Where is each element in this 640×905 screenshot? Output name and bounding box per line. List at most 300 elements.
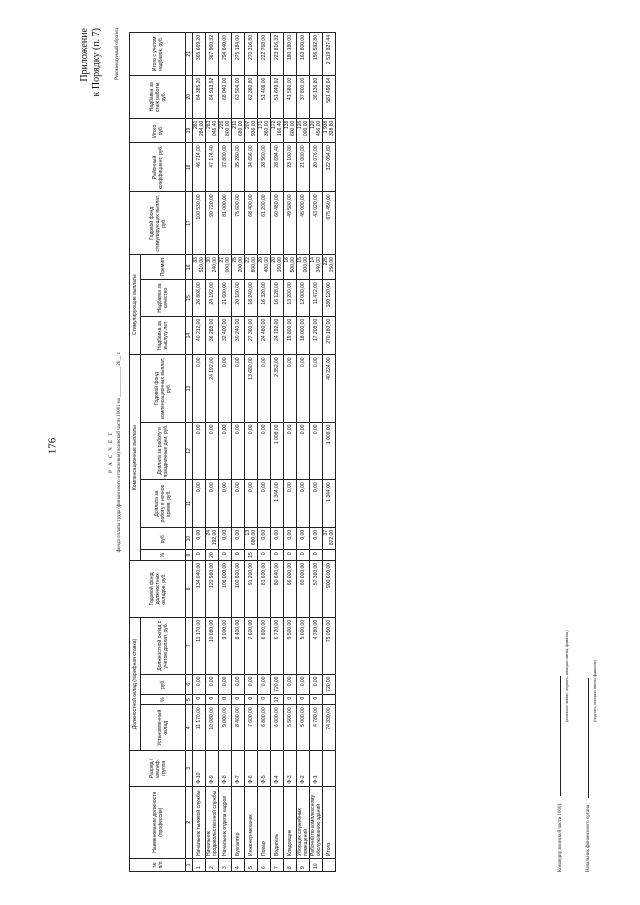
table-cell: 13 200,00: [284, 280, 297, 316]
table-cell: 0,00: [219, 480, 232, 528]
table-cell: 0,00: [219, 527, 232, 549]
table-cell: 223 816,32: [271, 33, 284, 76]
table-cell: Начальник продовольственной службы: [206, 786, 219, 858]
col-group-compensation: Компенсационные выплаты: [130, 355, 141, 560]
table-cell: 2 519 827,44: [323, 33, 336, 76]
table-cell: 49 500,00: [284, 192, 297, 255]
table-cell: 18 000,00: [297, 316, 310, 355]
table-cell: 16 128,00: [271, 280, 284, 316]
table-cell: 23 100,00: [284, 143, 297, 192]
table-cell: 172 166,40: [271, 118, 284, 143]
table-cell: 0: [297, 550, 310, 561]
table-total-row: [323, 33, 336, 872]
table-cell: 367 960,32: [206, 33, 219, 76]
table-cell: 0,00: [232, 355, 245, 422]
table-cell: 0,00: [245, 480, 258, 528]
table-cell: 222 768,00: [258, 33, 271, 76]
finance-label: Начальник финансового органа: [586, 804, 591, 872]
table-cell: 0: [245, 694, 258, 705]
table-cell: 12: [271, 694, 284, 705]
table-cell: 63 504,00: [232, 75, 245, 118]
table-cell: 51 408,00: [258, 75, 271, 118]
table-cell: 270 316,80: [245, 33, 258, 76]
column-number: 20: [186, 75, 193, 118]
table-cell: Рабочий по комплексному обслуживанию зданий: [310, 786, 323, 858]
table-cell: 0,00: [258, 422, 271, 480]
table-row: [206, 33, 219, 872]
table-cell: 720,00: [323, 674, 336, 694]
table-cell: 0,00: [284, 355, 297, 422]
table-row: [193, 33, 206, 872]
table-cell: 0,00: [193, 674, 206, 694]
table-cell: 0,00: [284, 527, 297, 549]
table-row: [297, 33, 310, 872]
table-cell: 30 240,00: [206, 255, 219, 280]
table-cell: 6 720,00: [271, 617, 284, 674]
table-cell: 156 592,80: [310, 33, 323, 76]
signature-block: [555, 630, 611, 872]
column-number: 14: [186, 316, 193, 355]
table-cell: 10: [310, 858, 323, 871]
table-cell: 3: [219, 858, 232, 871]
table-cell: 134 040,00: [193, 560, 206, 617]
table-cell: 0,00: [219, 355, 232, 422]
col-header-salary-with-extras: Должностной оклад с учетом доплат, руб.: [141, 617, 186, 674]
table-cell: 0,00: [193, 422, 206, 480]
table-cell: [323, 550, 336, 561]
table-cell: 0,00: [297, 527, 310, 549]
table-row: [258, 33, 271, 872]
table-cell: 7: [271, 858, 284, 871]
column-number: 9: [186, 550, 193, 561]
table-cell: 81 000,00: [219, 192, 232, 255]
table-cell: Ф-7: [232, 751, 245, 786]
column-number: 11: [186, 480, 193, 528]
column-number: 8: [186, 560, 193, 617]
commander-label: Командир воинской части 10001: [558, 802, 563, 872]
table-cell: 9: [297, 858, 310, 871]
table-cell: 11 472,00: [310, 280, 323, 316]
table-cell: 900 600,00: [323, 560, 336, 617]
table-cell: 17 208,00: [310, 316, 323, 355]
table-cell: Бухгалтер: [232, 786, 245, 858]
table-row: [271, 33, 284, 872]
col-header-bonus: Премия: [141, 255, 186, 280]
table-cell: 0,00: [232, 527, 245, 549]
table-cell: 21 600,00: [219, 280, 232, 316]
table-cell: 84 913,92: [206, 75, 219, 118]
table-cell: 75 600,00: [232, 192, 245, 255]
table-cell: 5 000,00: [297, 705, 310, 751]
table-cell: 0,00: [258, 527, 271, 549]
table-cell: 11 170,00: [193, 617, 206, 674]
table-cell: 0: [310, 694, 323, 705]
table-cell: 36 288,00: [206, 316, 219, 355]
table-cell: 43 020,00: [310, 192, 323, 255]
table-cell: 6 000,00: [271, 705, 284, 751]
table-cell: 74 330,00: [323, 705, 336, 751]
col-header-work-conditions-rub: руб.: [141, 674, 186, 694]
table-cell: Ф-3: [284, 751, 297, 786]
table-cell: 0,00: [310, 355, 323, 422]
table-cell: Уборщик служебных помещений: [297, 786, 310, 858]
table-cell: 211 680,00: [232, 118, 245, 143]
column-number: 16: [186, 255, 193, 280]
table-cell: 34 656,00: [245, 143, 258, 192]
table-cell: 20 160,00: [271, 255, 284, 280]
table-cell: 0,00: [206, 480, 219, 528]
document-title: Р А С Ч Е Т: [109, 431, 114, 473]
table-cell: 1 938 328,80: [323, 118, 336, 143]
col-header-position: Наименование должности (профессии): [130, 786, 186, 858]
col-header-incentive-fund: Годовой фонд стимулирующих выплат, руб.: [130, 192, 186, 255]
table-cell: 5 000,00: [297, 617, 310, 674]
table-row: [245, 33, 258, 872]
table-cell: 30 240,00: [232, 316, 245, 355]
col-header-total: Итого, руб.: [130, 118, 186, 143]
table-cell: Ф-5: [258, 751, 271, 786]
table-cell: 138 600,00: [284, 118, 297, 143]
table-cell: 20: [206, 550, 219, 561]
table-cell: 322 054,80: [323, 143, 336, 192]
column-number: 18: [186, 143, 193, 192]
table-cell: 0: [193, 694, 206, 705]
table-cell: 365 669,20: [193, 33, 206, 76]
table-cell: 1 344,00: [271, 480, 284, 528]
table-cell: 9 000,00: [219, 617, 232, 674]
table-cell: 28 694,40: [271, 143, 284, 192]
column-number: 7: [186, 617, 193, 674]
table-cell: 57 360,00: [310, 560, 323, 617]
table-cell: 24 192,00: [271, 316, 284, 355]
table-cell: Итого: [323, 786, 336, 858]
table-cell: Водитель: [271, 786, 284, 858]
col-header-holiday-work: Доплата за работу в праздничные дни, руб.: [141, 422, 186, 480]
table-cell: 20 400,00: [258, 255, 271, 280]
table-cell: 171 360,00: [258, 118, 271, 143]
table-cell: 68 040,00: [219, 75, 232, 118]
table-cell: 0,00: [310, 527, 323, 549]
table-cell: 581 498,64: [323, 75, 336, 118]
table-cell: 275 184,00: [232, 33, 245, 76]
col-header-no: № п/п: [130, 858, 186, 871]
table-cell: 0,00: [232, 422, 245, 480]
table-cell: 1 008,00: [271, 422, 284, 480]
table-cell: 0: [219, 550, 232, 561]
col-header-base-salary: Установленный оклад: [141, 705, 186, 751]
table-cell: 41 580,00: [284, 75, 297, 118]
table-cell: 26 808,00: [193, 280, 206, 316]
appendix-line-1: Приложение: [79, 28, 90, 82]
page-number: 176: [46, 437, 59, 455]
col-header-hazard-rub: руб.: [141, 527, 186, 549]
table-cell: 0,00: [232, 480, 245, 528]
table-cell: 27 000,00: [219, 255, 232, 280]
table-cell: 35 280,00: [232, 143, 245, 192]
table-cell: 270 180,00: [323, 316, 336, 355]
column-number: 5: [186, 694, 193, 705]
column-number: 21: [186, 33, 193, 76]
table-cell: 225 150,00: [323, 255, 336, 280]
table-cell: 0,00: [193, 355, 206, 422]
table-cell: 24 192,00: [206, 527, 219, 549]
table-cell: 0: [284, 694, 297, 705]
table-cell: Ф-1: [310, 751, 323, 786]
table-cell: 4 780,00: [310, 705, 323, 751]
table-cell: 283 046,40: [206, 118, 219, 143]
table-cell: 27 360,00: [245, 316, 258, 355]
table-cell: Ф-2: [297, 751, 310, 786]
table-cell: 36 136,80: [310, 75, 323, 118]
table-cell: 51 649,92: [271, 75, 284, 118]
table-cell: 163 800,00: [297, 33, 310, 76]
column-number: 6: [186, 674, 193, 694]
col-header-length-of-service: Надбавка за выслугу лет: [141, 316, 186, 355]
table-cell: Начальник тыловой службы: [193, 786, 206, 858]
table-cell: 1 344,00: [323, 480, 336, 528]
table-cell: 37 800,00: [219, 143, 232, 192]
table-cell: Кладовщик: [284, 786, 297, 858]
table-cell: Ф-9: [206, 751, 219, 786]
table-cell: 0,00: [193, 527, 206, 549]
table-cell: 40 224,00: [323, 355, 336, 422]
table-cell: 0: [258, 550, 271, 561]
col-header-total-with-allowances: Итого с учетом надбавок, руб.: [130, 33, 186, 76]
finance-caption: (подпись, инициал имени, фамилия): [592, 660, 597, 722]
table-cell: 1 008,00: [323, 422, 336, 480]
table-cell: 108 000,00: [219, 560, 232, 617]
column-number: 19: [186, 118, 193, 143]
table-cell: [323, 751, 336, 786]
table-cell: 720,00: [271, 674, 284, 694]
table-cell: 24 192,00: [206, 280, 219, 316]
table-cell: 13 680,00: [245, 355, 258, 422]
col-header-monthly-salary-fund: Годовой фонд должностных окладов, руб.: [130, 560, 186, 617]
table-cell: 40 212,00: [193, 316, 206, 355]
table-cell: 0,00: [310, 422, 323, 480]
table-cell: 21 000,00: [297, 143, 310, 192]
table-cell: 0,00: [297, 422, 310, 480]
table-cell: 37 872,00: [323, 527, 336, 549]
column-number: 2: [186, 786, 193, 858]
column-number: 1: [186, 858, 193, 871]
table-cell: 0,00: [219, 674, 232, 694]
table-cell: 0: [310, 550, 323, 561]
table-cell: 60 480,00: [271, 192, 284, 255]
salary-fund-table: [129, 32, 336, 872]
table-cell: 25 200,00: [232, 255, 245, 280]
table-cell: Ф-4: [271, 751, 284, 786]
table-cell: 91 200,00: [245, 560, 258, 617]
table-cell: 14 340,00: [310, 255, 323, 280]
table-cell: 81 600,00: [258, 560, 271, 617]
table-cell: 0,00: [193, 480, 206, 528]
table-cell: 126 000,00: [297, 118, 310, 143]
table-cell: 0: [193, 550, 206, 561]
table-cell: 0,00: [258, 480, 271, 528]
column-number: 10: [186, 527, 193, 549]
table-cell: 47 174,40: [206, 143, 219, 192]
table-cell: 22 800,00: [245, 255, 258, 280]
col-header-quality-bonus: Надбавка за качество: [141, 280, 186, 316]
table-cell: 32 400,00: [219, 316, 232, 355]
table-cell: 62 380,80: [245, 75, 258, 118]
table-cell: 0,00: [206, 422, 219, 480]
appendix-line-2: к Порядку (п. 7): [91, 28, 102, 97]
table-group-header-row: [130, 33, 141, 872]
table-cell: 5 500,00: [284, 617, 297, 674]
col-header-hazard-percent: %: [141, 550, 186, 561]
table-cell: 84 385,20: [193, 75, 206, 118]
table-cell: 2 352,00: [271, 355, 284, 422]
document-subtitle: фонда оплаты труда (финансового отчисления) воинской части 10001 на ____________ 20__ г.: [117, 351, 122, 553]
table-cell: 11 170,00: [193, 705, 206, 751]
table-cell: 207 936,00: [245, 118, 258, 143]
table-cell: 0,00: [258, 674, 271, 694]
table-cell: 15: [245, 550, 258, 561]
table-cell: 294 840,00: [219, 33, 232, 76]
table-row: [310, 33, 323, 872]
table-cell: 24 480,00: [258, 316, 271, 355]
table-cell: 0: [258, 694, 271, 705]
column-number: 13: [186, 355, 193, 422]
table-cell: 0: [271, 550, 284, 561]
sample-label: Рекомендуемый образец: [115, 28, 120, 80]
table-cell: 180 120,00: [323, 280, 336, 316]
table-cell: 24 192,00: [206, 355, 219, 422]
column-number: 4: [186, 705, 193, 751]
table-cell: 7 600,00: [245, 705, 258, 751]
table-cell: Ф-6: [245, 751, 258, 786]
table-cell: 0,00: [245, 422, 258, 480]
table-cell: Инженер-механик: [245, 786, 258, 858]
commander-caption: (воинское звание, подпись, инициал имени, фамилия): [564, 630, 569, 722]
commander-signature-line: [555, 630, 569, 872]
table-cell: 0,00: [310, 674, 323, 694]
table-cell: 0: [219, 694, 232, 705]
table-cell: 12 000,00: [297, 280, 310, 316]
table-cell: 33 510,00: [193, 255, 206, 280]
appendix-note: [79, 28, 103, 97]
table-cell: 0: [232, 694, 245, 705]
table-cell: 16 320,00: [258, 280, 271, 316]
table-cell: Повар: [258, 786, 271, 858]
table-cell: 0,00: [297, 674, 310, 694]
table-cell: Ф-10: [193, 751, 206, 786]
table-cell: 15 000,00: [297, 255, 310, 280]
table-cell: 20 160,00: [232, 280, 245, 316]
table-body: [193, 33, 336, 872]
table-cell: 5: [245, 858, 258, 871]
rotated-sheet: [75, 22, 635, 882]
table-cell: 0: [232, 550, 245, 561]
col-header-work-conditions-percent: %: [141, 694, 186, 705]
table-cell: 100 530,00: [193, 192, 206, 255]
table-cell: 37 800,00: [297, 75, 310, 118]
table-cell: 10 080,00: [206, 617, 219, 674]
table-cell: 4: [232, 858, 245, 871]
signature-blank: [555, 676, 561, 796]
table-cell: 80 640,00: [271, 560, 284, 617]
table-cell: 2: [206, 858, 219, 871]
table-cell: 46 714,00: [193, 143, 206, 192]
table-cell: 28 560,00: [258, 143, 271, 192]
table-cell: 0: [206, 694, 219, 705]
col-header-compensation-fund: Годовой фонд компенсационных выплат, руб.: [141, 355, 186, 422]
table-cell: 18 240,00: [245, 280, 258, 316]
table-cell: 0,00: [297, 355, 310, 422]
table-cell: 7 600,00: [245, 617, 258, 674]
table-cell: 8 400,00: [232, 617, 245, 674]
table-cell: 19 800,00: [284, 316, 297, 355]
column-number: 3: [186, 751, 193, 786]
column-number: 17: [186, 192, 193, 255]
table-cell: Ф-8: [219, 751, 232, 786]
table-cell: 0,00: [284, 480, 297, 528]
table-cell: 0: [297, 694, 310, 705]
table-cell: 0,00: [245, 674, 258, 694]
table-cell: 0,00: [232, 674, 245, 694]
col-header-night-work: Доплата за работу в ночное время, руб.: [141, 480, 186, 528]
table-cell: 0,00: [271, 527, 284, 549]
table-cell: 120 960,00: [206, 560, 219, 617]
table-cell: 45 000,00: [297, 192, 310, 255]
table-cell: 60 000,00: [297, 560, 310, 617]
table-cell: 0: [284, 550, 297, 561]
table-cell: 226 800,00: [219, 118, 232, 143]
table-cell: 0,00: [206, 674, 219, 694]
signature-blank: [583, 678, 589, 798]
table-cell: 100 800,00: [232, 560, 245, 617]
table-cell: 6 800,00: [258, 705, 271, 751]
table-cell: 1: [193, 858, 206, 871]
table-cell: 75 050,00: [323, 617, 336, 674]
table-cell: 10 080,00: [206, 705, 219, 751]
table-cell: 61 200,00: [258, 192, 271, 255]
table-cell: 68 400,00: [245, 192, 258, 255]
table-row: [284, 33, 297, 872]
col-header-northern-allowance: Надбавка за стаж работы, руб.: [130, 75, 186, 118]
table-cell: 5 500,00: [284, 705, 297, 751]
table-cell: 0,00: [310, 480, 323, 528]
table-cell: 0,00: [258, 355, 271, 422]
table-cell: 13 680,00: [245, 527, 258, 549]
col-header-grade: Разряд / квалиф. группа: [130, 751, 186, 786]
table-cell: [323, 858, 336, 871]
table-cell: 0,00: [297, 480, 310, 528]
table-cell: 4 780,00: [310, 617, 323, 674]
column-number: 12: [186, 422, 193, 480]
table-column-numbers-row: [186, 33, 193, 872]
table-cell: 9 000,00: [219, 705, 232, 751]
table-row: [232, 33, 245, 872]
finance-signature-line: [583, 630, 597, 872]
table-cell: 6 800,00: [258, 617, 271, 674]
table-cell: 8: [284, 858, 297, 871]
table-cell: 0,00: [219, 422, 232, 480]
table-cell: 180 180,00: [284, 33, 297, 76]
table-cell: 16 500,00: [284, 255, 297, 280]
col-group-salary: Должностной оклад (тарифная ставка): [130, 617, 141, 750]
table-row: [219, 33, 232, 872]
column-number: 15: [186, 280, 193, 316]
table-cell: [323, 694, 336, 705]
table-cell: 675 450,00: [323, 192, 336, 255]
table-cell: 281 284,00: [193, 118, 206, 143]
table-cell: 90 720,00: [206, 192, 219, 255]
table-cell: 6: [258, 858, 271, 871]
table-cell: 120 456,00: [310, 118, 323, 143]
